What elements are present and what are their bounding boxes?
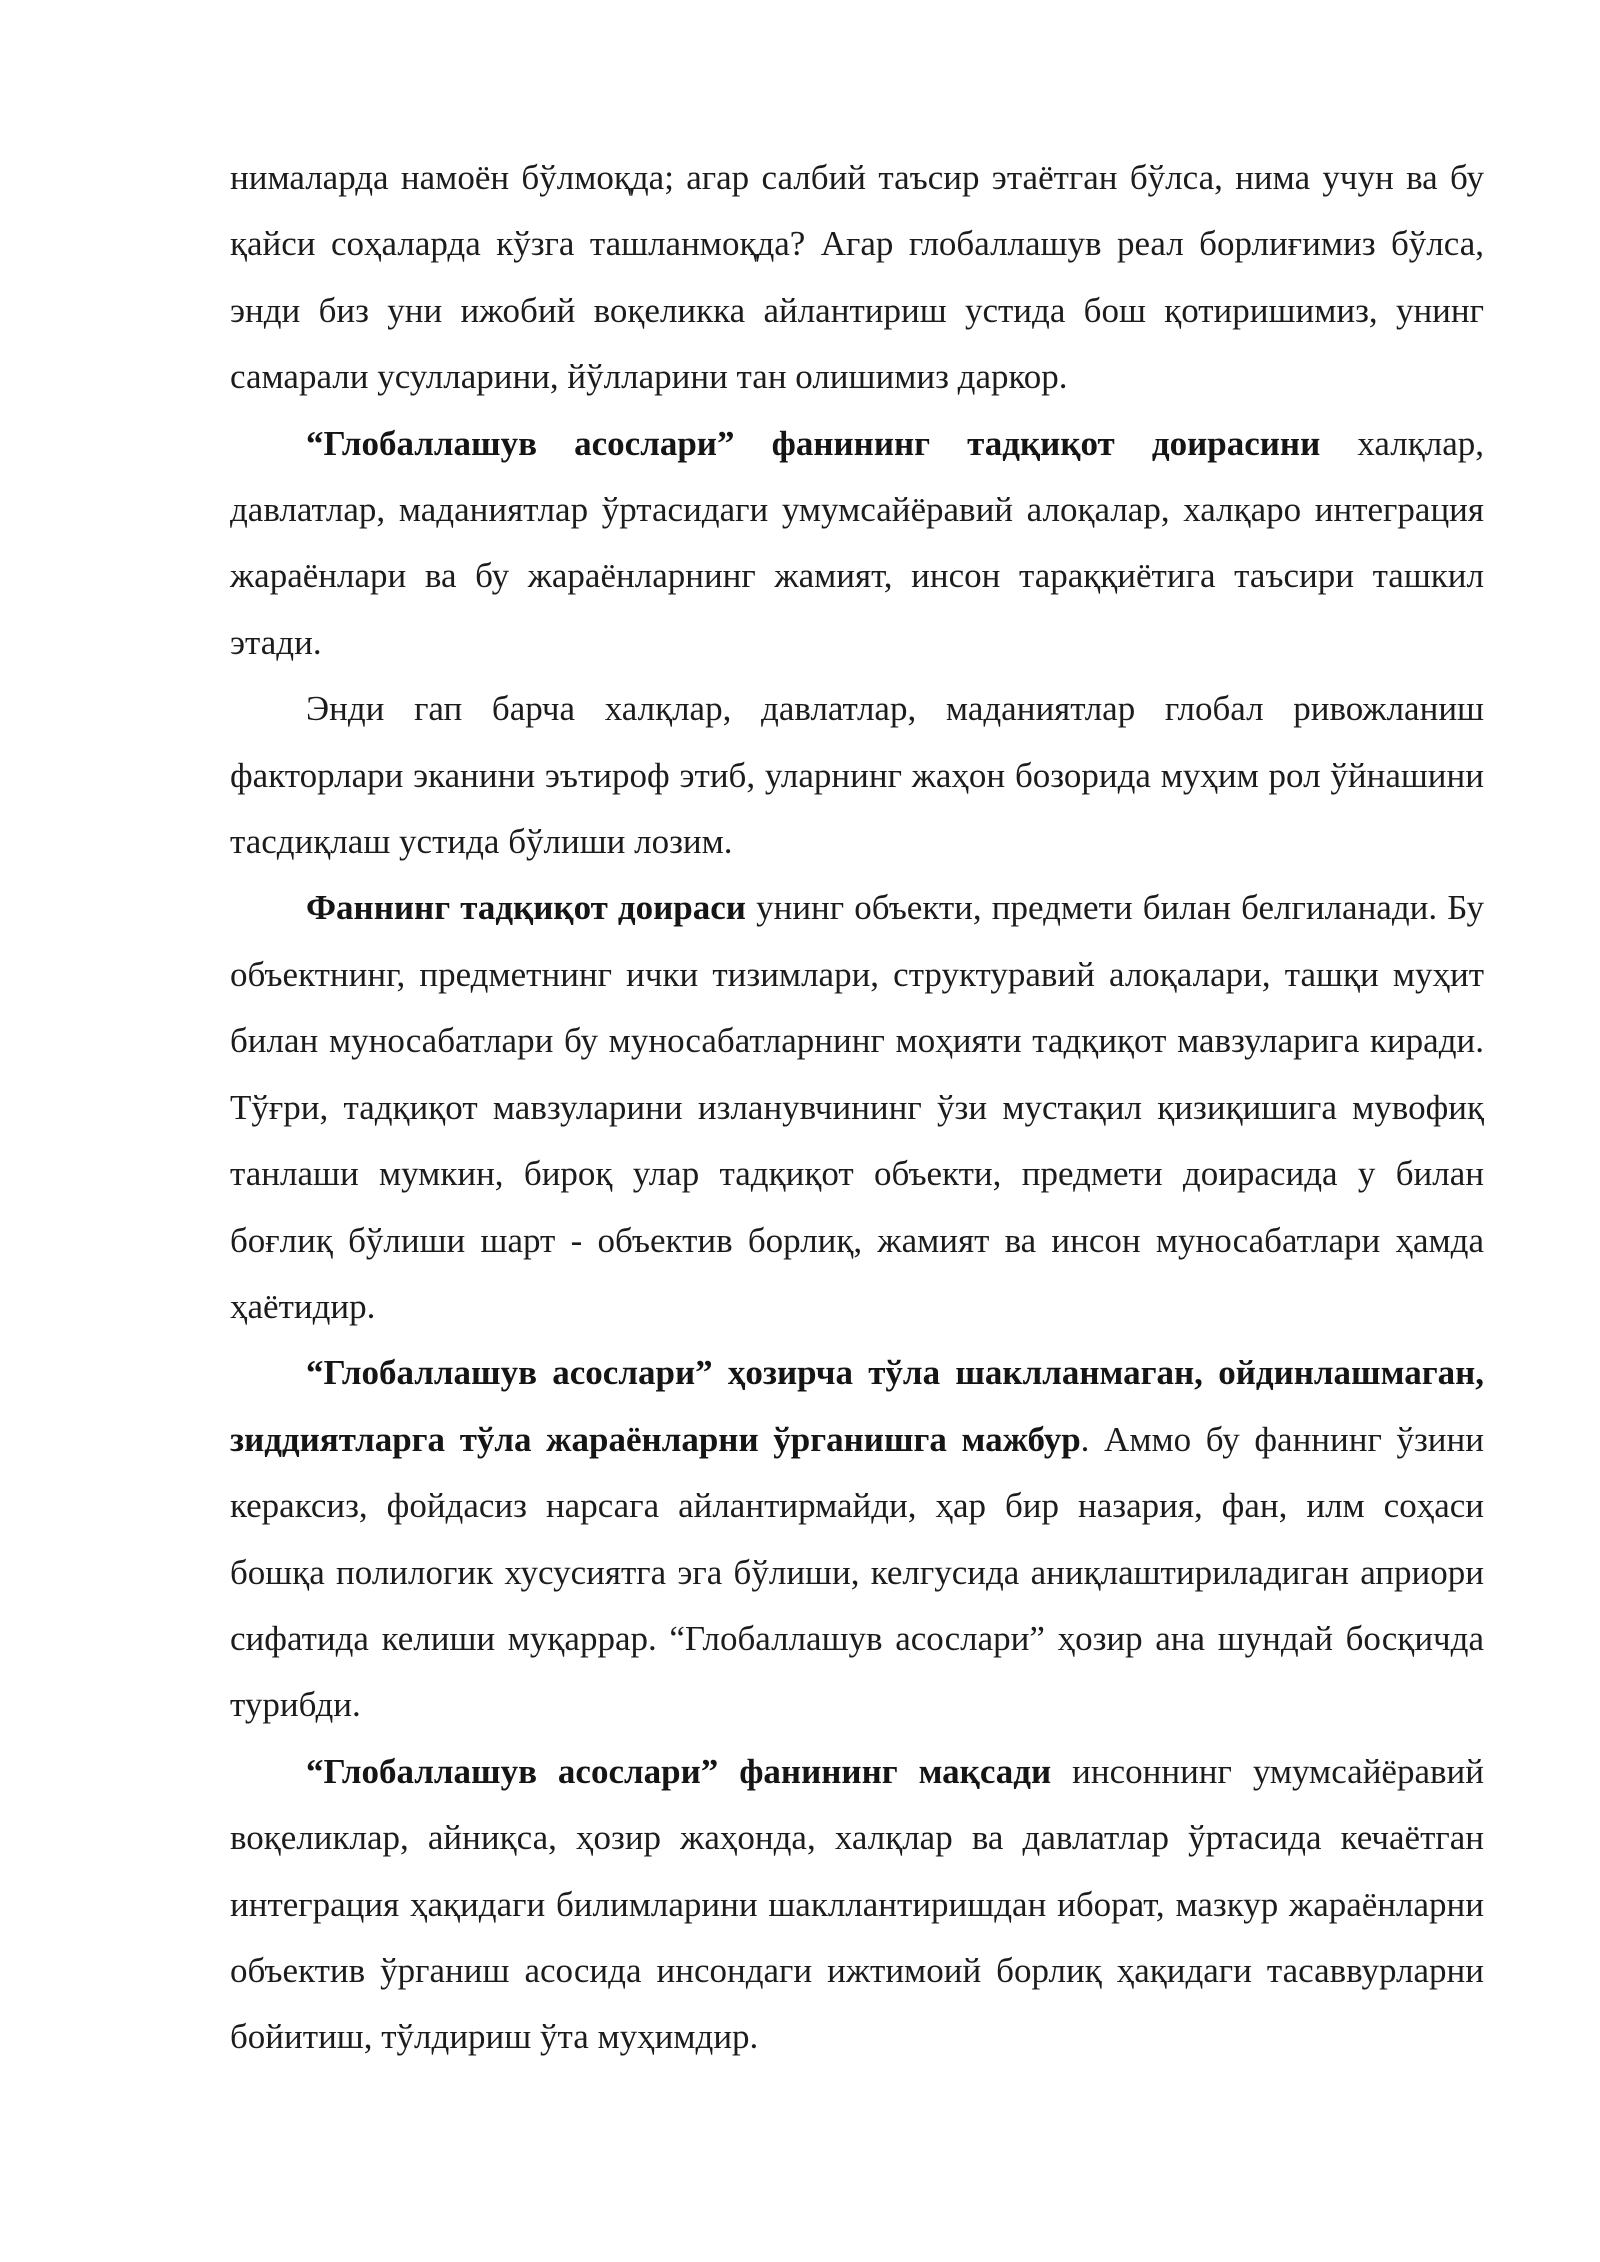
paragraph-4-text: унинг объекти, предмети билан белгиланади. Бу объектнинг, предметнинг ички тизимлари, структуравий алоқалари, ташқи муҳит билан муносабатлари бу муносабатларнинг моҳияти тадқиқот мавзуларига киради. Тўғри, тадқиқот мавзуларини изланувчининг ўзи мустақил қизиқишига мувофиқ танлаши мумкин, бироқ улар тадқиқот объекти, предмети доирасида у билан боғлиқ бўлиши шарт - объектив борлиқ, жамият ва инсон муносабатлари ҳамда ҳаётидир. [230,888,1484,1326]
paragraph-2-bold-lead: “Глобаллашув асослари” фанининг тадқиқот доирасини [306,423,1321,463]
paragraph-6-text: инсоннинг умумсайёравий воқеликлар, айниқса, ҳозир жаҳонда, халқлар ва давлатлар ўртасида кечаётган интеграция ҳақидаги билимларини шакллантиришдан иборат, мазкур жараёнларни объектив ўрганиш асосида инсондаги ижтимоий борлиқ ҳақидаги тасаввурларни бойитиш, тўлдириш ўта муҳимдир. [230,1751,1484,2057]
paragraph-5-bold-lead: “Глобаллашув асослари” ҳозирча тўла шаклланмаган, ойдинлашмаган, зиддиятларга тўла жараёнларни ўрганишга мажбур [230,1353,1484,1459]
paragraph-2 [230,411,1484,677]
paragraph-5-text: . Аммо бу фаннинг ўзини кераксиз, фойдасиз нарсага айлантирмайди, ҳар бир назария, фан, илм соҳаси бошқа полилогик хусусиятга эга бўлиши, келгусида аниқлаштириладиган априори сифатида келиши муқаррар. “Глобаллашув асослари” ҳозир ана шундай босқичда турибди. [230,1419,1484,1725]
paragraph-5 [230,1340,1484,1738]
document-page [230,145,1484,2071]
paragraph-3 [230,676,1484,875]
paragraph-1 [230,145,1484,411]
paragraph-6 [230,1739,1484,2071]
paragraph-4 [230,875,1484,1340]
paragraph-4-bold-lead: Фаннинг тадқиқот доираси [306,888,746,928]
paragraph-1-text: нималарда намоён бўлмоқда; агар салбий таъсир этаётган бўлса, нима учун ва бу қайси соҳаларда кўзга ташланмоқда? Агар глобаллашув реал борлиғимиз бўлса, энди биз уни ижобий воқеликка айлантириш устида бош қотиришимиз, унинг самарали усулларини, йўлларини тан олишимиз даркор. [230,158,1484,397]
paragraph-2-text: халқлар, давлатлар, маданиятлар ўртасидаги умумсайёравий алоқалар, халқаро интеграция жараёнлари ва бу жараёнларнинг жамият, инсон тараққиётига таъсири ташкил этади. [230,423,1484,662]
paragraph-6-bold-lead: “Глобаллашув асослари” фанининг мақсади [306,1751,1052,1791]
paragraph-3-text: Энди гап барча халқлар, давлатлар, маданиятлар глобал ривожланиш факторлари эканини эътироф этиб, уларнинг жаҳон бозорида муҳим рол ўйнашини тасдиқлаш устида бўлиши лозим. [230,689,1484,862]
